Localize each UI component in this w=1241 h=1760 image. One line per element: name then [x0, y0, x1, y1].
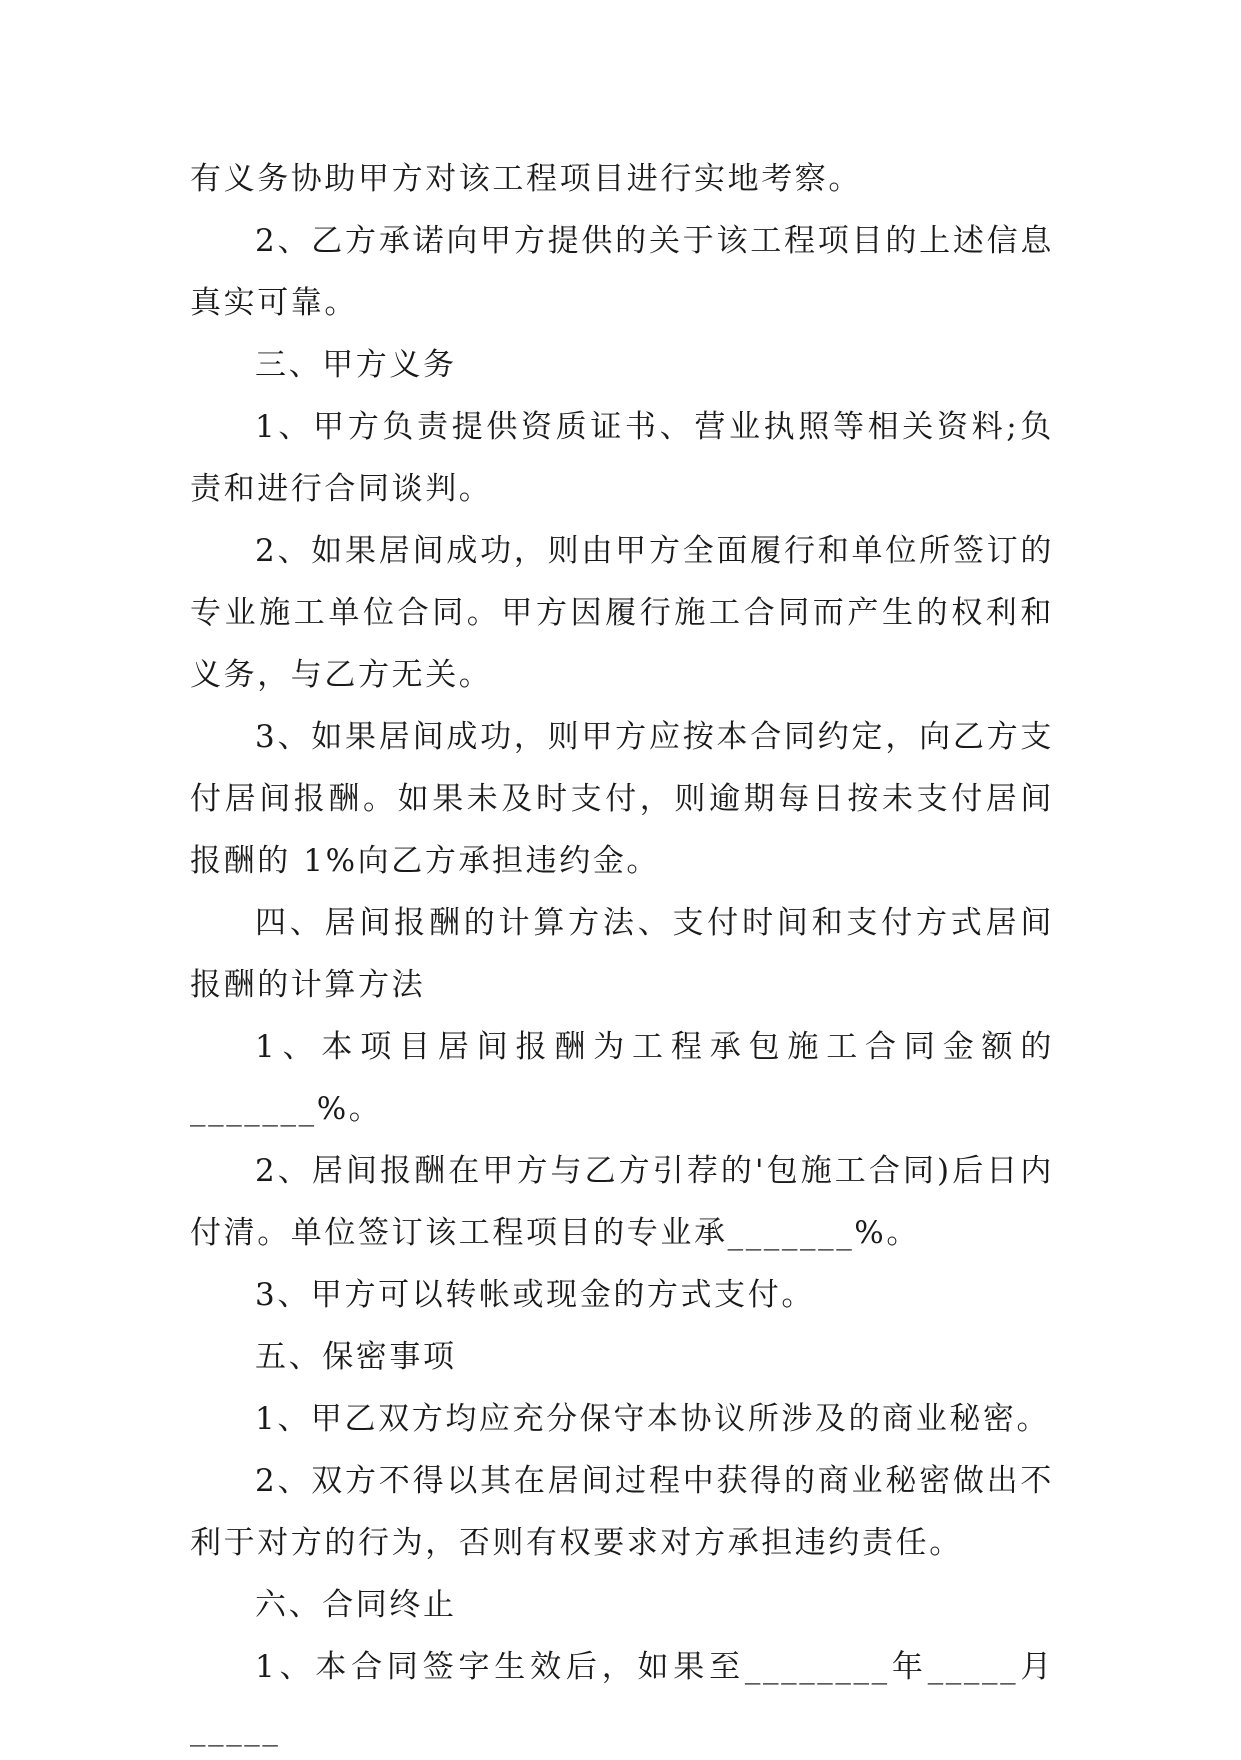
section-heading-5: 五、保密事项 [255, 1339, 457, 1375]
paragraph-1: 有义务协助甲方对该工程项目进行实地考察。 [190, 161, 862, 197]
document-body [190, 148, 1054, 1760]
paragraph-8: 1、本项目居间报酬为工程承包施工合同金额的_______%。 [190, 1029, 1054, 1127]
section-heading-3: 三、甲方义务 [255, 347, 457, 383]
section-heading-6: 六、合同终止 [255, 1587, 457, 1623]
paragraph-9: 2、居间报酬在甲方与乙方引荐的'包施工合同)后日内付清。单位签订该工程项目的专业承_______%。 [190, 1153, 1054, 1251]
paragraph-5: 2、如果居间成功，则由甲方全面履行和单位所签订的专业施工单位合同。甲方因履行施工合同而产生的权利和义务，与乙方无关。 [190, 533, 1054, 693]
paragraph-6: 3、如果居间成功，则甲方应按本合同约定，向乙方支付居间报酬。如果未及时支付，则逾期每日按未支付居间报酬的 1%向乙方承担违约金。 [190, 719, 1054, 879]
section-heading-4: 四、居间报酬的计算方法、支付时间和支付方式居间报酬的计算方法 [190, 905, 1054, 1003]
paragraph-15: 1、本合同签字生效后，如果至________年_____月_____ [190, 1649, 1054, 1747]
paragraph-10: 3、甲方可以转帐或现金的方式支付。 [255, 1277, 815, 1313]
paragraph-4: 1、甲方负责提供资质证书、营业执照等相关资料;负责和进行合同谈判。 [190, 409, 1054, 507]
paragraph-12: 1、甲乙双方均应充分保守本协议所涉及的商业秘密。 [255, 1401, 1051, 1437]
paragraph-13: 2、双方不得以其在居间过程中获得的商业秘密做出不利于对方的行为，否则有权要求对方承担违约责任。 [190, 1463, 1054, 1561]
paragraph-2: 2、乙方承诺向甲方提供的关于该工程项目的上述信息真实可靠。 [190, 223, 1054, 321]
